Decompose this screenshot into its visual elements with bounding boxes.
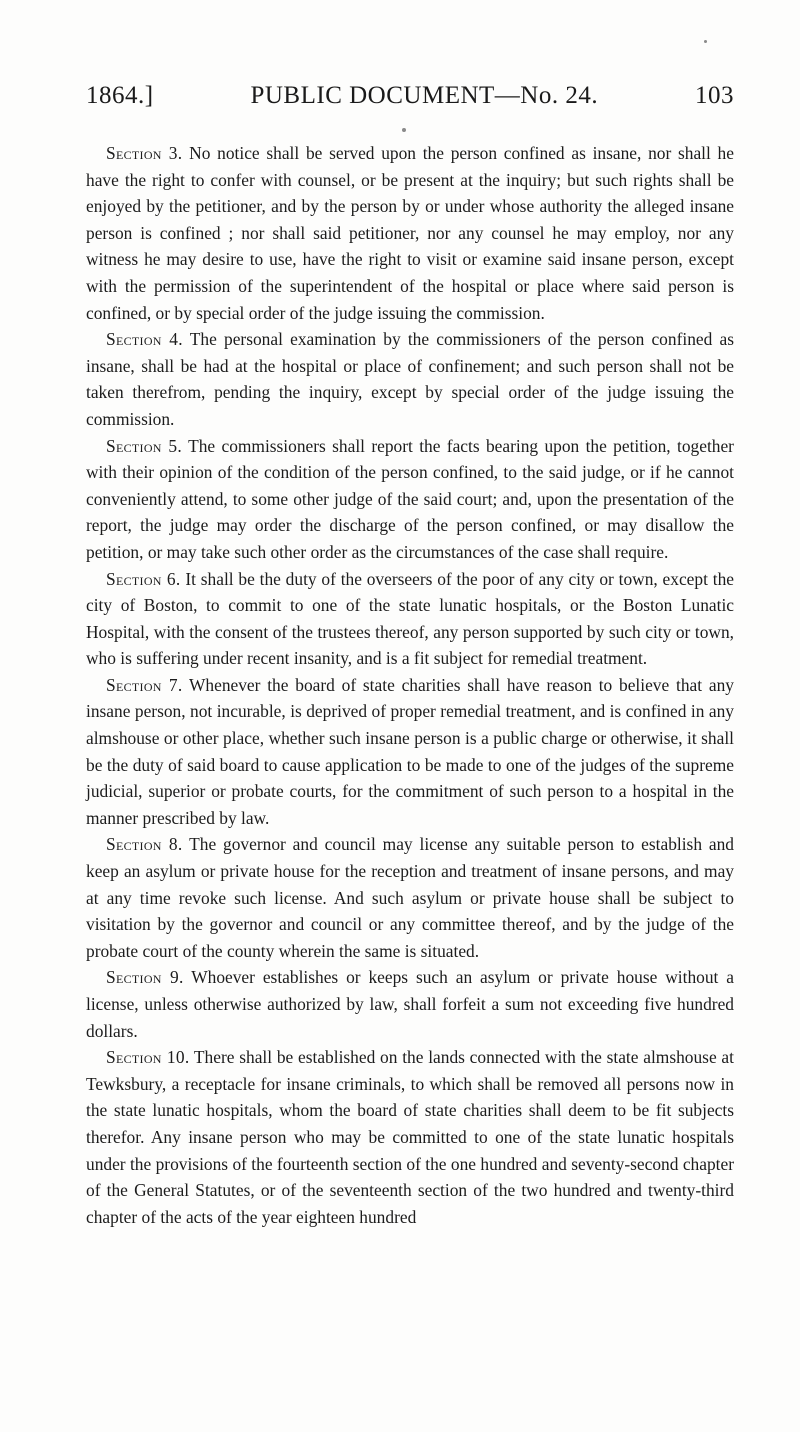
section-label: Section 7. [106,674,183,695]
section-text: There shall be established on the lands connected with the state almshouse at Tewksbury, a receptacle for insane criminals, to which shall be removed all persons now in the state lunatic hospitals, whom the board of state charities shall deem to be fit subjects therefor. Any insane person who may be committed to one of the state lunatic hospitals under the provisions of the fourteenth section of the one hundred and seventy-second chapter of the General Statutes, or of the seventeenth section of the two hundred and twenty-third chapter of the acts of the year eighteen hundred [86,1047,734,1227]
section-text: It shall be the duty of the overseers of the poor of any city or town, except the city of Boston, to commit to one of the state lunatic hospitals, or the Boston Lunatic Hospital, with the consent of the trustees thereof, any person supported by such city or town, who is suffering under recent insanity, and is a fit subject for remedial treatment. [86,568,734,669]
header-year: 1864.] [86,82,154,109]
paper-speck [402,128,406,132]
section-label: Section 8. [106,834,183,855]
section-text: The governor and council may license any suitable person to establish and keep an asylum or private house for the reception and treatment of insane persons, and may at any time revoke such license. And such asylum or private house shall be subject to visitation by the governor and council or any committee thereof, and by the judge of the probate court of the county wherein the same is situated. [86,834,734,961]
section-6 [86,566,734,672]
section-8 [86,831,734,964]
section-9 [86,964,734,1044]
page-number: 103 [694,82,734,109]
section-10 [86,1044,734,1230]
header-title: PUBLIC DOCUMENT—No. 24. [250,82,599,109]
section-4 [86,326,734,432]
running-head [86,82,734,110]
section-label: Section 5. [106,435,183,456]
section-label: Section 10. [106,1047,190,1068]
section-label: Section 4. [106,329,183,350]
section-label: Section 3. [106,143,183,163]
section-text: No notice shall be served upon the person confined as insane, nor shall he have the right to confer with counsel, or be present at the inquiry; but such rights shall be enjoyed by the petitioner, and by the person by or under whose authority the alleged insane person is confined ; nor shall said petitioner, nor any counsel he may employ, nor any witness he may desire to use, have the right to visit or examine said insane person, except with the permission of the superintendent of the hospital or place where said person is confined, or by special order of the judge issuing the commission. [86,143,734,323]
body-text [86,140,734,1230]
section-text: The commissioners shall report the facts bearing upon the petition, together with their opinion of the condition of the person confined, to the said judge, or if he cannot conveniently attend, to some other judge of the said court; and, upon the presentation of the report, the judge may order the discharge of the person confined, or may disallow the petition, or may take such other order as the circumstances of the case shall require. [86,435,734,562]
section-label: Section 6. [106,568,181,589]
paper-speck [704,40,707,43]
section-text: Whenever the board of state charities shall have reason to believe that any insane person, not incurable, is deprived of proper remedial treatment, and is confined in any almshouse or other place, whether such insane person is a public charge or otherwise, it shall be the duty of said board to cause application to be made to one of the judges of the supreme judicial, superior or probate courts, for the commitment of such person to a hospital in the manner prescribed by law. [86,674,734,828]
section-text: The personal examination by the commissioners of the person confined as insane, shall be had at the hospital or place of confinement; and such person shall not be taken therefrom, pending the inquiry, except by special order of the judge issuing the commission. [86,329,734,429]
section-3 [86,140,734,326]
section-7 [86,672,734,832]
section-text: Whoever establishes or keeps such an asylum or private house without a license, unless otherwise authorized by law, shall forfeit a sum not exceeding five hundred dollars. [86,967,734,1041]
section-5 [86,433,734,566]
section-label: Section 9. [106,967,184,988]
